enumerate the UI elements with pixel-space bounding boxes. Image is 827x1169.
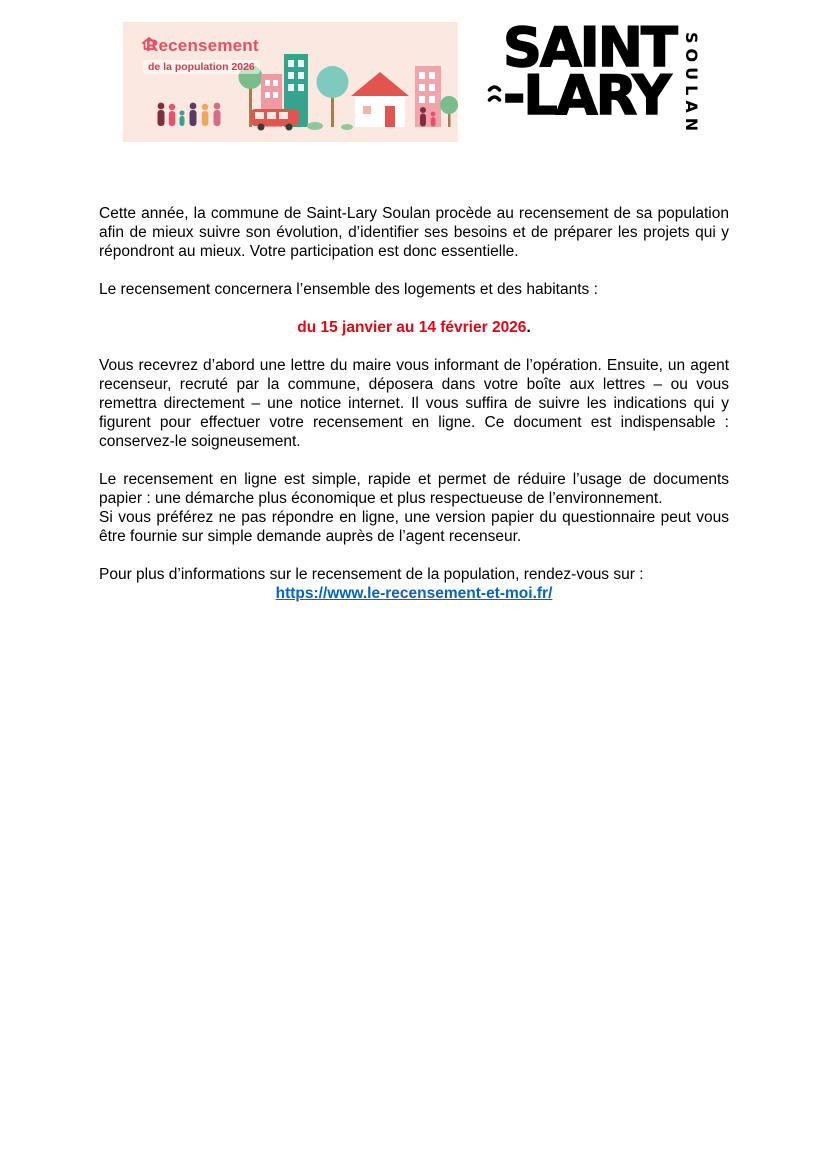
census-date-highlight <box>99 318 729 337</box>
letter-body <box>99 204 729 603</box>
paragraph-procedure: Vous recevrez d’abord une lettre du maire vous informant de l’opération. Ensuite, un agent recenseur, recruté par la commune, déposera dans votre boîte aux lettres – ou vous remettra directement – une notice internet. Il vous suffira de suivre les indications qui y figurent pour effectuer votre recensement en ligne. Ce document est indispensable : conservez-le soigneusement. <box>99 357 729 450</box>
paragraph-scope: Le recensement concernera l’ensemble des logements et des habitants : <box>99 281 598 298</box>
census-date-period: . <box>526 319 531 336</box>
census-info-link[interactable]: https://www.le-recensement-et-moi.fr/ <box>275 585 553 602</box>
link-line <box>99 584 729 603</box>
logo-text-soulan: SOULAN <box>681 32 701 137</box>
census-banner <box>123 22 458 142</box>
paragraph-online-benefits: Le recensement en ligne est simple, rapide et permet de réduire l’usage de documents papier : une démarche plus économique et plus respectueuse de l’environnement. <box>99 471 729 507</box>
logo-text-saint: SAINT <box>503 16 676 79</box>
logo-text-lary: -LARY <box>503 64 670 128</box>
saint-lary-logo <box>487 16 701 137</box>
banner-subtitle: de la population 2026 <box>143 60 260 74</box>
paragraph-more-info: Pour plus d’informations sur le recensement de la population, rendez-vous sur : <box>99 566 644 583</box>
banner-title: Recensement <box>146 36 259 55</box>
census-date-text: du 15 janvier au 14 février 2026 <box>297 319 527 336</box>
paragraph-intro: Cette année, la commune de Saint-Lary Soulan procède au recensement de sa population afin de mieux suivre son évolution, d’identifier ses besoins et de préparer les projets qui y répondront au mieux. Votre participation est donc essentielle. <box>99 205 729 260</box>
paragraph-paper-option: Si vous préférez ne pas répondre en ligne, une version papier du questionnaire peut vous être fournie sur simple demande auprès de l’agent recenseur. <box>99 509 729 545</box>
logo-wave-icon <box>487 82 502 115</box>
